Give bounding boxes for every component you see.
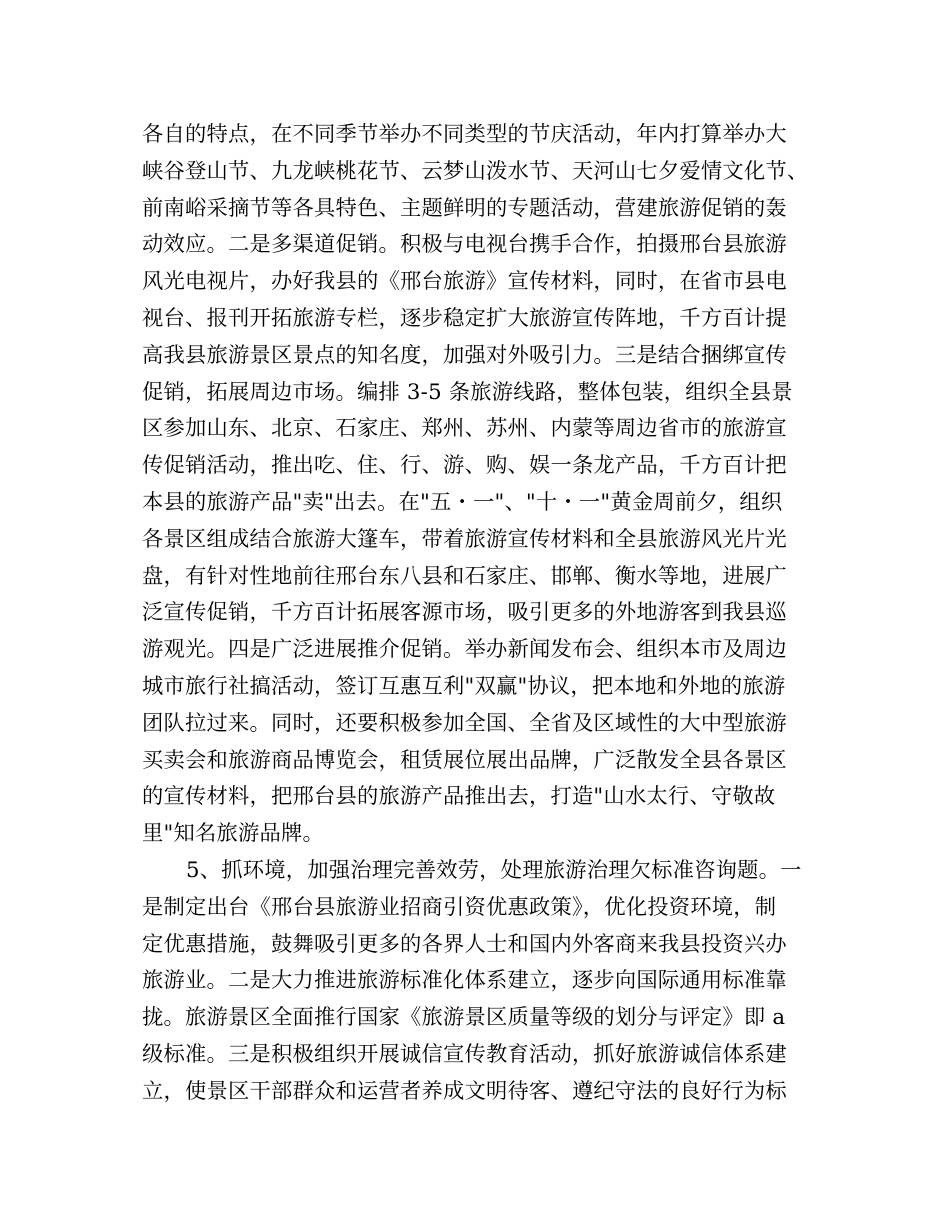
text-line: 促销，拓展周边市场。编排 3-5 条旅游线路，整体包装，组织全县景: [142, 379, 793, 405]
text-line: 团队拉过来。同时，还要积极参加全国、全省及区域性的大中型旅游: [142, 710, 787, 736]
text-line: 前南峪采摘节等各具特色、主题鲜明的专题活动，营建旅游促销的轰: [142, 195, 787, 221]
text-line: 里"知名旅游品牌。: [142, 821, 324, 847]
text-line: 定优惠措施，鼓舞吸引更多的各界人士和国内外客商来我县投资兴办: [142, 931, 787, 957]
text-line: 级标准。三是积极组织开展诚信宣传教育活动，抓好旅游诚信体系建: [142, 1041, 787, 1067]
text-line: 旅游业。二是大力推进旅游标准化体系建立，逐步向国际通用标准靠: [142, 968, 787, 994]
text-line: 立，使景区干部群众和运营者养成文明待客、遵纪守法的良好行为标: [142, 1078, 787, 1104]
text-line: 各自的特点，在不同季节举办不同类型的节庆活动，年内打算举办大: [142, 122, 787, 147]
text-line: 动效应。二是多渠道促销。积极与电视台携手合作，拍摄邢台县旅游: [142, 232, 787, 258]
text-line: 是制定出台《邢台县旅游业招商引资优惠政策》，优化投资环境，制: [142, 894, 777, 920]
text-line: 传促销活动，推出吃、住、行、游、购、娱一条龙产品，千方百计把: [142, 453, 787, 479]
text-line: 风光电视片，办好我县的《邢台旅游》宣传材料，同时，在省市县电: [142, 269, 787, 295]
text-line: 盘，有针对性地前往邢台东八县和石家庄、邯郸、衡水等地，进展广: [142, 563, 787, 589]
text-line: 的宣传材料，把邢台县的旅游产品推出去，打造"山水太行、守敬故: [142, 784, 776, 810]
text-line: 区参加山东、北京、石家庄、郑州、苏州、内蒙等周边省市的旅游宣: [142, 416, 787, 442]
text-line: 买卖会和旅游商品博览会，租赁展位展出品牌，广泛散发全县各景区: [142, 747, 787, 773]
text-line: 本县的旅游产品"卖"出去。在"五・一"、"十・一"黄金周前夕，组织: [142, 489, 783, 515]
text-line: 游观光。四是广泛进展推介促销。举办新闻发布会、组织本市及周边: [142, 637, 787, 663]
text-line: 视台、报刊开拓旅游专栏，逐步稳定扩大旅游宣传阵地，千方百计提: [142, 305, 787, 331]
text-line: 高我县旅游景区景点的知名度，加强对外吸引力。三是结合捆绑宣传: [142, 342, 787, 368]
text-line: 泛宣传促销，千方百计拓展客源市场，吸引更多的外地游客到我县巡: [142, 600, 787, 626]
text-line: 峡谷登山节、九龙峡桃花节、云梦山泼水节、天河山七夕爱情文化节、: [142, 158, 809, 184]
text-line: 5、抓环境，加强治理完善效劳，处理旅游治理欠标准咨询题。一: [186, 857, 802, 883]
text-line: 城市旅行社搞活动，签订互惠互利"双赢"协议，把本地和外地的旅游: [142, 673, 786, 699]
document-body: [142, 117, 814, 1111]
text-line: 各景区组成结合旅游大篷车，带着旅游宣传材料和全县旅游风光片光: [142, 526, 787, 552]
text-line: 拢。旅游景区全面推行国家《旅游景区质量等级的划分与评定》即 a: [142, 1005, 786, 1031]
